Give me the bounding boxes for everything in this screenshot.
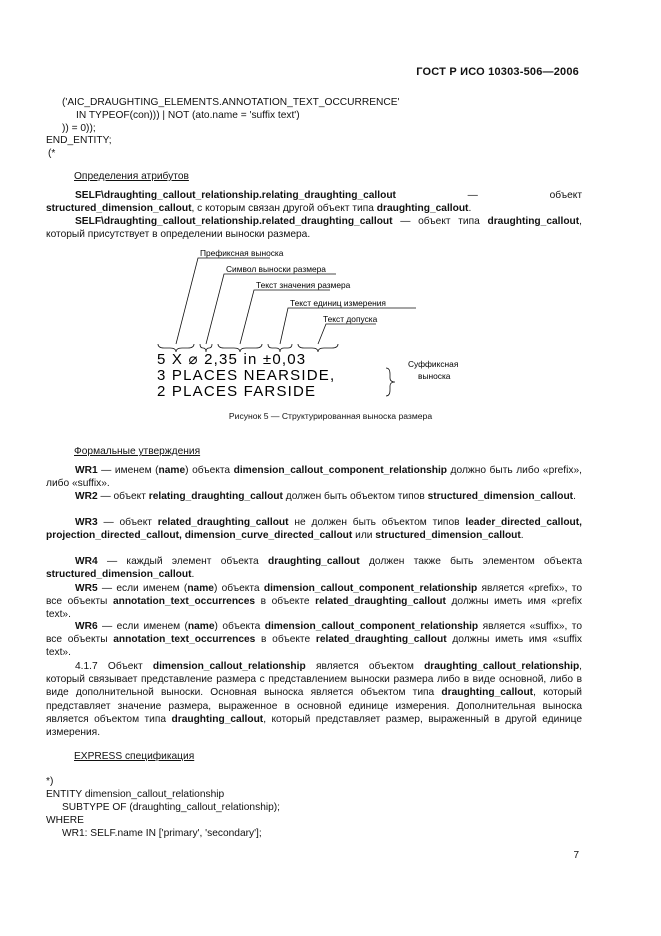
callout-line-3: 2 PLACES FARSIDE bbox=[157, 383, 317, 400]
code-line: ENTITY dimension_callout_relationship bbox=[46, 789, 225, 800]
label-callout-symbol: Символ выноски размера bbox=[226, 264, 326, 274]
brace-suffix bbox=[386, 368, 395, 396]
leader-line bbox=[318, 324, 376, 344]
code-line: WHERE bbox=[46, 815, 84, 826]
rule-wr2: WR2 — объект relating_draughting_callout должен быть объектом типов structured_dimension_callout. bbox=[75, 491, 576, 502]
callout-line-1: 5 X ⌀ 2,35 in ±0,03 bbox=[157, 351, 307, 368]
label-suffix-callout-2: выноска bbox=[418, 371, 451, 381]
rule-wr4: WR4 — каждый элемент объекта draughting_callout должен также быть элементом объекта structured_dimension_callout. bbox=[46, 556, 582, 581]
section-heading: EXPRESS спецификация bbox=[74, 751, 195, 762]
document-header: ГОСТ Р ИСО 10303-506—2006 bbox=[416, 66, 579, 78]
code-line: *) bbox=[46, 776, 54, 787]
label-value-text: Текст значения размера bbox=[256, 280, 351, 290]
callout-line-2: 3 PLACES NEARSIDE, bbox=[157, 367, 336, 384]
code-line: (* bbox=[48, 148, 56, 159]
rule-wr5: WR5 — если именем (name) объекта dimension_callout_component_relationship является «prefix», то все объекты annotation_text_occurrences в объекте related_draughting_callout должны иметь имя «prefix text». bbox=[46, 583, 582, 621]
section-heading: Формальные утверждения bbox=[74, 446, 201, 457]
figure-caption: Рисунок 5 — Структурированная выноска размера bbox=[228, 411, 433, 421]
rule-wr3: WR3 — объект related_draughting_callout не должен быть объектом типов leader_directed_callout, projection_directed_callout, dimension_curve_directed_callout или structured_dimension_callout. bbox=[46, 517, 582, 542]
label-prefix-callout: Префиксная выноска bbox=[200, 248, 284, 258]
code-line: SUBTYPE OF (draughting_callout_relationship); bbox=[62, 802, 281, 813]
label-suffix-callout: Суффиксная bbox=[408, 359, 459, 369]
structured-callout-figure bbox=[150, 248, 510, 408]
attribute-definition: SELF\draughting_callout_relationship.related_draughting_callout — объект типа draughting_callout, который присутствует в определении выноски размера. bbox=[46, 216, 582, 241]
label-tolerance-text: Текст допуска bbox=[323, 314, 378, 324]
label-units-text: Текст единиц измерения bbox=[290, 298, 386, 308]
code-line: WR1: SELF.name IN ['primary', 'secondary']; bbox=[62, 828, 262, 839]
attribute-definition: SELF\draughting_callout_relationship.relating_draughting_callout — объект structured_dimension_callout, с которым связан другой объект типа draughting_callout. bbox=[46, 190, 582, 215]
section-heading: Определения атрибутов bbox=[74, 171, 189, 182]
rule-wr1: WR1 — именем (name) объекта dimension_callout_component_relationship должно быть либо «prefix», либо «suffix». bbox=[46, 465, 582, 490]
code-line: ('AIC_DRAUGHTING_ELEMENTS.ANNOTATION_TEXT_OCCURRENCE' bbox=[62, 97, 400, 108]
rule-wr6: WR6 — если именем (name) объекта dimension_callout_component_relationship является «suffix», то все объекты annotation_text_occurrences в объекте related_draughting_callout должны иметь имя «suffix text». bbox=[46, 621, 583, 659]
code-line: IN TYPEOF(con))) | NOT (ato.name = 'suffix text') bbox=[76, 110, 300, 121]
code-line: )) = 0)); bbox=[62, 123, 96, 134]
page-number: 7 bbox=[573, 850, 579, 861]
code-line: END_ENTITY; bbox=[46, 135, 112, 146]
clause-4-1-7: 4.1.7 Объект dimension_callout_relationship является объектом draughting_callout_relationship, который связывает представление размера с представлением выноски размера либо в виде основной, либо в виде дополнительной выноски. Основная выноска является объектом типа draughting_callout, который представляет значение размера, выраженное в основной единице измерения. Дополнительная выноска является объектом типа draughting_callout, который представляет размер, выраженный в другой единице измерения. bbox=[46, 661, 583, 739]
